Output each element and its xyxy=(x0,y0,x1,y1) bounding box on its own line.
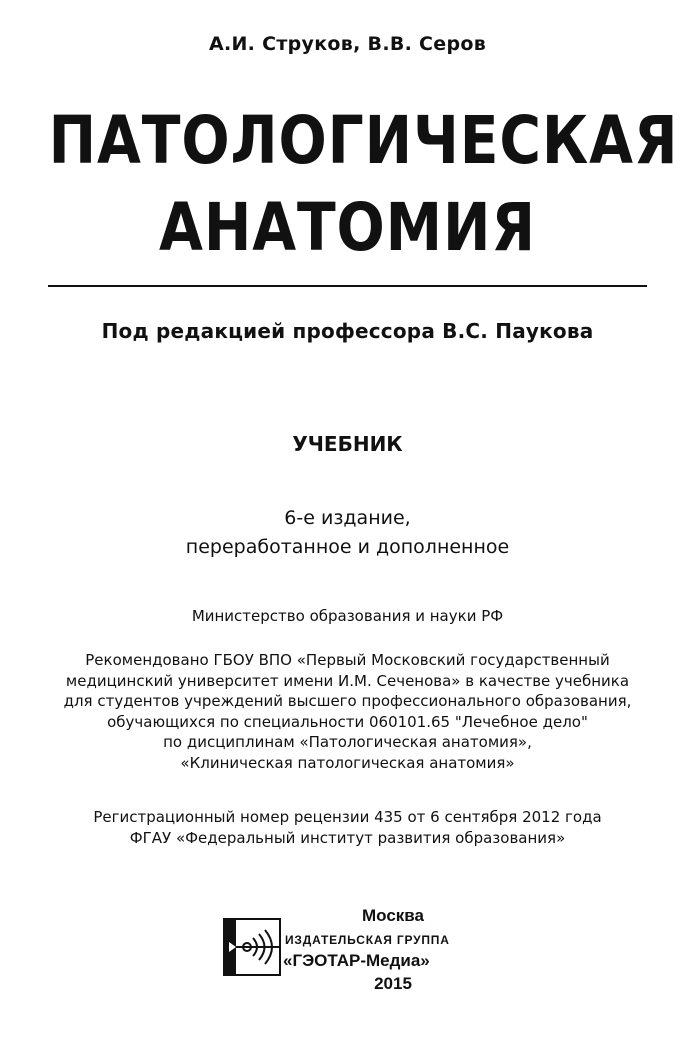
edition-line-2: переработанное и дополненное xyxy=(185,536,510,558)
registration-line: Регистрационный номер рецензии 435 от 6 сентября 2012 года xyxy=(93,808,602,826)
recommendation-line: Рекомендовано ГБОУ ВПО «Первый Московский государственный xyxy=(85,651,610,669)
publication-year: 2015 xyxy=(374,974,412,993)
book-editor: Под редакцией профессора В.С. Паукова xyxy=(101,319,594,343)
book-type: УЧЕБНИК xyxy=(292,432,403,456)
registration-block xyxy=(0,807,695,849)
recommendation-block xyxy=(0,650,695,773)
book-authors: А.И. Струков, В.В. Серов xyxy=(208,33,487,55)
ministry-line: Министерство образования и науки РФ xyxy=(191,607,504,625)
recommendation-line: «Клиническая патологическая анатомия» xyxy=(180,753,515,772)
recommendation-line: по дисциплинам «Патологическая анатомия», xyxy=(163,733,532,751)
publisher-group: ИЗДАТЕЛЬСКАЯ ГРУППА xyxy=(285,933,450,947)
book-title-line-2: АНАТОМИЯ xyxy=(159,189,536,266)
edition-info xyxy=(0,504,695,562)
book-title-line-1: ПАТОЛОГИЧЕСКАЯ xyxy=(48,102,679,179)
publisher-city: Москва xyxy=(362,906,424,925)
edition-line-1: 6-е издание, xyxy=(284,507,411,529)
geotar-logo-icon xyxy=(223,918,281,976)
recommendation-line: обучающихся по специальности 060101.65 "Лечебное дело" xyxy=(107,712,588,731)
registration-line: ФГАУ «Федеральный институт развития образования» xyxy=(129,829,566,847)
publisher-block xyxy=(223,906,483,1001)
publisher-name: «ГЭОТАР-Медиа» xyxy=(283,951,430,970)
recommendation-line: для студентов учреждений высшего профессионального образования, xyxy=(63,692,632,710)
recommendation-line: медицинский университет имени И.М. Сеченова» в качестве учебника xyxy=(65,671,630,690)
title-divider xyxy=(48,285,647,287)
